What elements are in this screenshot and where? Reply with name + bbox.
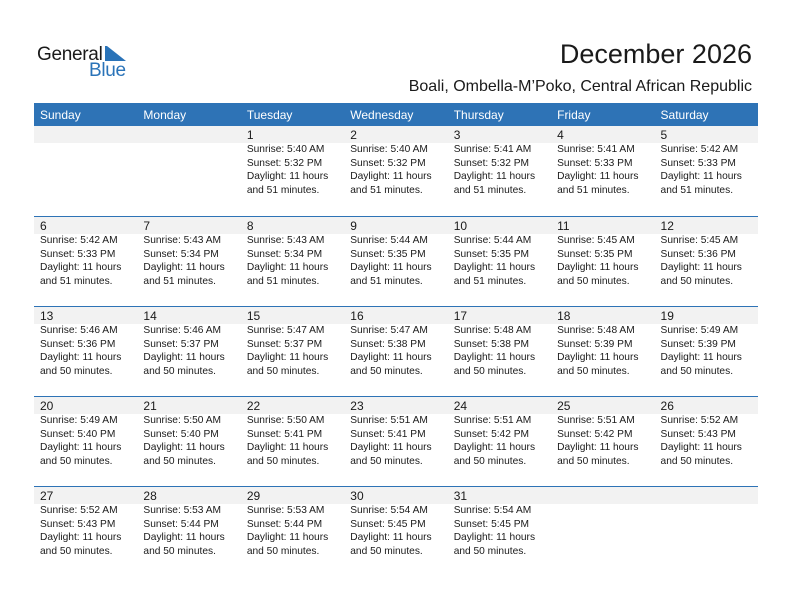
sunset-text: Sunset: 5:34 PM: [143, 248, 219, 260]
daylight-text: Daylight: 11 hours: [40, 262, 122, 274]
sunset-text: Sunset: 5:45 PM: [350, 518, 426, 530]
daylight-text: Daylight: 11 hours: [557, 442, 639, 454]
sunset-text: Sunset: 5:32 PM: [453, 157, 530, 169]
minutes-text: and 51 minutes.: [453, 184, 527, 196]
minutes-text: and 50 minutes.: [557, 275, 630, 287]
sunset-text: Sunset: 5:32 PM: [350, 157, 426, 169]
sunset-text: Sunset: 5:44 PM: [246, 518, 323, 530]
daylight-text: Daylight: 11 hours: [453, 171, 536, 183]
day-cell: [241, 504, 344, 558]
sunrise-text: Sunrise: 5:40 AM: [246, 144, 325, 155]
sunset-text: Sunset: 5:36 PM: [40, 338, 116, 350]
day-number: 13: [40, 309, 54, 323]
minutes-text: and 50 minutes.: [557, 365, 630, 377]
day-number: 21: [143, 399, 157, 413]
daylight-text: Daylight: 11 hours: [40, 532, 122, 544]
day-cell: [241, 234, 344, 288]
sunrise-text: Sunrise: 5:45 AM: [557, 235, 635, 246]
daylight-text: Daylight: 11 hours: [246, 262, 329, 274]
sunrise-text: Sunrise: 5:42 AM: [660, 144, 739, 155]
day-cell: [137, 234, 240, 288]
sunrise-text: Sunrise: 5:54 AM: [453, 505, 532, 516]
minutes-text: and 50 minutes.: [453, 365, 527, 377]
minutes-text: and 50 minutes.: [143, 365, 216, 377]
sunset-text: Sunset: 5:32 PM: [246, 157, 323, 169]
sunset-text: Sunset: 5:35 PM: [557, 248, 633, 260]
day-cell: [551, 324, 654, 378]
weekday-wednesday: Wednesday: [350, 108, 414, 122]
sunset-text: Sunset: 5:39 PM: [660, 338, 736, 350]
day-cell: [34, 504, 137, 558]
weekday-header: [34, 103, 758, 126]
sunrise-text: Sunrise: 5:41 AM: [453, 144, 532, 155]
minutes-text: and 50 minutes.: [453, 455, 527, 467]
sunrise-text: Sunrise: 5:40 AM: [350, 144, 428, 155]
daylight-text: Daylight: 11 hours: [143, 262, 225, 274]
minutes-text: and 50 minutes.: [660, 275, 734, 287]
day-cell: [344, 414, 447, 468]
daylight-text: Daylight: 11 hours: [660, 171, 742, 183]
daylight-text: Daylight: 11 hours: [246, 171, 329, 183]
minutes-text: and 50 minutes.: [660, 455, 734, 467]
day-number: 6: [40, 219, 47, 233]
sunrise-text: Sunrise: 5:52 AM: [660, 415, 739, 426]
day-number: 30: [350, 489, 364, 503]
sunrise-text: Sunrise: 5:43 AM: [143, 235, 222, 246]
day-cell: [34, 324, 137, 378]
day-cell: [551, 504, 654, 558]
week-row: [34, 306, 758, 396]
minutes-text: and 51 minutes.: [143, 275, 216, 287]
day-number: 15: [246, 309, 261, 323]
sunrise-text: Sunrise: 5:46 AM: [143, 325, 222, 336]
sunset-text: Sunset: 5:33 PM: [40, 248, 116, 260]
sunset-text: Sunset: 5:33 PM: [660, 157, 736, 169]
minutes-text: and 50 minutes.: [40, 365, 113, 377]
day-number: [551, 487, 654, 504]
sunrise-text: Sunrise: 5:43 AM: [246, 235, 325, 246]
daylight-text: Daylight: 11 hours: [350, 532, 432, 544]
day-cell: [34, 414, 137, 468]
sunrise-text: Sunrise: 5:46 AM: [40, 325, 118, 336]
sunset-text: Sunset: 5:34 PM: [246, 248, 323, 260]
day-cell: [34, 234, 137, 288]
day-number: 23: [350, 399, 364, 413]
day-number: 10: [453, 219, 468, 233]
daylight-text: Daylight: 11 hours: [246, 442, 329, 454]
minutes-text: and 51 minutes.: [453, 275, 527, 287]
day-number: [34, 126, 137, 143]
minutes-text: and 50 minutes.: [246, 455, 320, 467]
sunrise-text: Sunrise: 5:44 AM: [453, 235, 532, 246]
minutes-text: and 50 minutes.: [557, 455, 630, 467]
day-cell: [655, 504, 758, 558]
day-cell: [655, 143, 758, 197]
minutes-text: and 50 minutes.: [246, 545, 320, 557]
day-number: 4: [557, 128, 564, 142]
day-cell: [241, 414, 344, 468]
daylight-text: Daylight: 11 hours: [453, 532, 536, 544]
sunrise-text: Sunrise: 5:45 AM: [660, 235, 739, 246]
day-number: 18: [557, 309, 571, 323]
day-cell: [655, 234, 758, 288]
sunset-text: Sunset: 5:44 PM: [143, 518, 219, 530]
day-number: 2: [350, 128, 357, 142]
day-cell: [655, 324, 758, 378]
minutes-text: and 51 minutes.: [350, 184, 423, 196]
daylight-text: Daylight: 11 hours: [350, 171, 432, 183]
minutes-text: and 50 minutes.: [350, 365, 423, 377]
day-info-row: [34, 324, 758, 378]
sunrise-text: Sunrise: 5:54 AM: [350, 505, 428, 516]
sunset-text: Sunset: 5:35 PM: [453, 248, 530, 260]
day-number: [655, 487, 758, 504]
day-cell: [448, 234, 551, 288]
sunrise-text: Sunrise: 5:42 AM: [40, 235, 118, 246]
sunrise-text: Sunrise: 5:51 AM: [350, 415, 428, 426]
daylight-text: Daylight: 11 hours: [143, 352, 225, 364]
week-row: [34, 126, 758, 216]
day-info-row: [34, 414, 758, 468]
sunset-text: Sunset: 5:42 PM: [453, 428, 530, 440]
minutes-text: and 50 minutes.: [40, 545, 113, 557]
day-number: 8: [246, 219, 254, 233]
daylight-text: Daylight: 11 hours: [660, 442, 742, 454]
week-row: [34, 216, 758, 306]
minutes-text: and 51 minutes.: [246, 184, 320, 196]
sunrise-text: Sunrise: 5:52 AM: [40, 505, 118, 516]
weekday-sunday: Sunday: [40, 108, 81, 122]
daylight-text: Daylight: 11 hours: [660, 352, 742, 364]
day-number-row: [34, 307, 758, 324]
minutes-text: and 51 minutes.: [350, 275, 423, 287]
sunset-text: Sunset: 5:38 PM: [350, 338, 426, 350]
sunrise-text: Sunrise: 5:48 AM: [453, 325, 532, 336]
day-number: 9: [350, 219, 357, 233]
daylight-text: Daylight: 11 hours: [557, 171, 639, 183]
day-info-row: [34, 234, 758, 288]
calendar-grid: [34, 103, 758, 576]
day-number: [137, 126, 240, 143]
day-cell: [137, 504, 240, 558]
sunrise-text: Sunrise: 5:51 AM: [557, 415, 635, 426]
sunrise-text: Sunrise: 5:53 AM: [143, 505, 222, 516]
day-number: 11: [557, 219, 570, 233]
day-cell: [551, 414, 654, 468]
logo: [37, 44, 137, 84]
sunset-text: Sunset: 5:40 PM: [40, 428, 116, 440]
day-number: 1: [246, 128, 254, 142]
day-cell: [344, 324, 447, 378]
daylight-text: Daylight: 11 hours: [557, 352, 639, 364]
sunset-text: Sunset: 5:41 PM: [246, 428, 323, 440]
day-cell: [344, 143, 447, 197]
day-number-row: [34, 126, 758, 143]
day-number: 3: [453, 128, 461, 142]
daylight-text: Daylight: 11 hours: [350, 262, 432, 274]
day-cell: [137, 414, 240, 468]
minutes-text: and 50 minutes.: [350, 455, 423, 467]
minutes-text: and 50 minutes.: [246, 365, 320, 377]
daylight-text: Daylight: 11 hours: [143, 532, 225, 544]
week-row: [34, 396, 758, 486]
daylight-text: Daylight: 11 hours: [453, 352, 536, 364]
day-cell: [344, 504, 447, 558]
day-info-row: [34, 504, 758, 558]
logo-text-blue: Blue: [89, 60, 126, 81]
weekday-tuesday: Tuesday: [246, 108, 293, 122]
daylight-text: Daylight: 11 hours: [246, 532, 329, 544]
daylight-text: Daylight: 11 hours: [143, 442, 225, 454]
day-cell: [551, 143, 654, 197]
weeks-container: [34, 126, 758, 576]
sunrise-text: Sunrise: 5:53 AM: [246, 505, 325, 516]
sunrise-text: Sunrise: 5:51 AM: [453, 415, 532, 426]
day-number: 7: [143, 219, 151, 233]
daylight-text: Daylight: 11 hours: [453, 262, 536, 274]
logo-text-general: General: [37, 44, 103, 65]
sunset-text: Sunset: 5:40 PM: [143, 428, 219, 440]
day-number: 26: [660, 399, 674, 413]
minutes-text: and 51 minutes.: [40, 275, 113, 287]
day-cell: [448, 414, 551, 468]
day-number: 16: [350, 309, 364, 323]
day-number: 12: [660, 219, 674, 233]
sunrise-text: Sunrise: 5:49 AM: [40, 415, 118, 426]
day-cell: [137, 143, 240, 197]
sunrise-text: Sunrise: 5:47 AM: [246, 325, 325, 336]
sunset-text: Sunset: 5:35 PM: [350, 248, 426, 260]
sunrise-text: Sunrise: 5:49 AM: [660, 325, 739, 336]
minutes-text: and 51 minutes.: [660, 184, 734, 196]
day-number: 27: [40, 489, 54, 503]
sunrise-text: Sunrise: 5:41 AM: [557, 144, 635, 155]
sunrise-text: Sunrise: 5:47 AM: [350, 325, 428, 336]
minutes-text: and 50 minutes.: [453, 545, 527, 557]
minutes-text: and 50 minutes.: [40, 455, 113, 467]
sunrise-text: Sunrise: 5:44 AM: [350, 235, 428, 246]
day-number: 5: [660, 128, 668, 142]
page-title: December 2026: [559, 39, 752, 69]
sunset-text: Sunset: 5:43 PM: [40, 518, 116, 530]
sunrise-text: Sunrise: 5:50 AM: [143, 415, 222, 426]
sunrise-text: Sunrise: 5:48 AM: [557, 325, 635, 336]
daylight-text: Daylight: 11 hours: [557, 262, 639, 274]
day-cell: [551, 234, 654, 288]
minutes-text: and 50 minutes.: [143, 455, 216, 467]
week-row: [34, 486, 758, 576]
daylight-text: Daylight: 11 hours: [660, 262, 742, 274]
weekday-thursday: Thursday: [453, 108, 504, 122]
sunset-text: Sunset: 5:38 PM: [453, 338, 530, 350]
sunset-text: Sunset: 5:45 PM: [453, 518, 530, 530]
day-cell: [34, 143, 137, 197]
sunset-text: Sunset: 5:37 PM: [143, 338, 219, 350]
sunset-text: Sunset: 5:33 PM: [557, 157, 633, 169]
day-number: 17: [453, 309, 468, 323]
day-number: 25: [557, 399, 571, 413]
minutes-text: and 50 minutes.: [660, 365, 734, 377]
day-number: 28: [143, 489, 157, 503]
daylight-text: Daylight: 11 hours: [40, 442, 122, 454]
day-cell: [448, 143, 551, 197]
sunset-text: Sunset: 5:39 PM: [557, 338, 633, 350]
day-number: 22: [246, 399, 261, 413]
day-number-row: [34, 487, 758, 504]
day-number: 29: [246, 489, 261, 503]
location-subtitle: Boali, Ombella-M’Poko, Central African Republic: [408, 78, 752, 95]
day-number: 20: [40, 399, 54, 413]
sunset-text: Sunset: 5:42 PM: [557, 428, 633, 440]
weekday-monday: Monday: [143, 108, 187, 122]
day-cell: [241, 324, 344, 378]
sunrise-text: Sunrise: 5:50 AM: [246, 415, 325, 426]
logo-triangle-icon: [107, 46, 126, 61]
minutes-text: and 51 minutes.: [557, 184, 630, 196]
sunset-text: Sunset: 5:36 PM: [660, 248, 736, 260]
weekday-friday: Friday: [557, 108, 591, 122]
daylight-text: Daylight: 11 hours: [40, 352, 122, 364]
day-cell: [448, 504, 551, 558]
daylight-text: Daylight: 11 hours: [350, 352, 432, 364]
minutes-text: and 50 minutes.: [143, 545, 216, 557]
day-info-row: [34, 143, 758, 197]
day-cell: [241, 143, 344, 197]
day-number-row: [34, 217, 758, 234]
weekday-saturday: Saturday: [660, 108, 709, 122]
day-cell: [344, 234, 447, 288]
daylight-text: Daylight: 11 hours: [350, 442, 432, 454]
day-cell: [655, 414, 758, 468]
minutes-text: and 51 minutes.: [246, 275, 320, 287]
day-number: 24: [453, 399, 468, 413]
daylight-text: Daylight: 11 hours: [246, 352, 329, 364]
day-number: 19: [660, 309, 674, 323]
day-number-row: [34, 397, 758, 414]
sunset-text: Sunset: 5:43 PM: [660, 428, 736, 440]
day-number: 14: [143, 309, 157, 323]
day-number: 31: [453, 489, 468, 503]
sunset-text: Sunset: 5:41 PM: [350, 428, 426, 440]
day-cell: [448, 324, 551, 378]
daylight-text: Daylight: 11 hours: [453, 442, 536, 454]
minutes-text: and 50 minutes.: [350, 545, 423, 557]
day-cell: [137, 324, 240, 378]
sunset-text: Sunset: 5:37 PM: [246, 338, 323, 350]
